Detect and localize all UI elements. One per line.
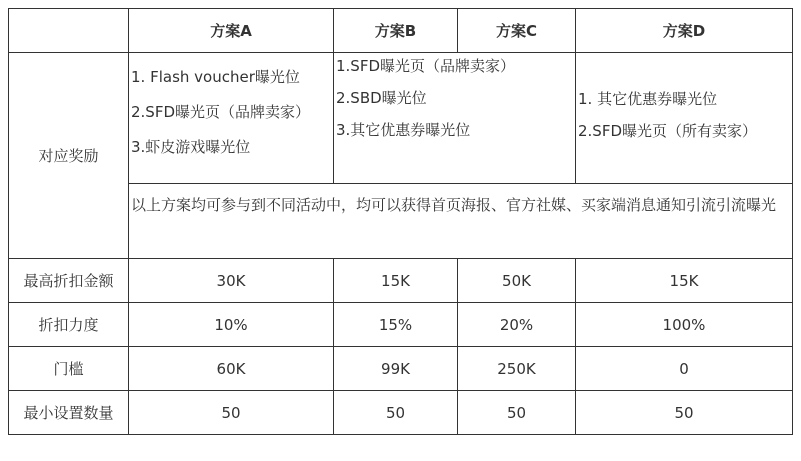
threshold-plan-d: 0 [576, 347, 793, 391]
max-discount-label: 最高折扣金额 [9, 259, 129, 303]
reward-item: 3.其它优惠券曝光位 [336, 121, 471, 139]
rewards-plan-d-list [576, 83, 792, 153]
header-plan-a: 方案A [129, 9, 334, 53]
max-discount-plan-b: 15K [334, 259, 458, 303]
rewards-plan-d-cell [576, 53, 793, 184]
min-quantity-plan-a: 50 [129, 391, 334, 435]
max-discount-plan-d: 15K [576, 259, 793, 303]
threshold-plan-c: 250K [458, 347, 576, 391]
header-corner-cell [9, 9, 129, 53]
discount-rate-label: 折扣力度 [9, 303, 129, 347]
reward-item: 1. Flash voucher曝光位 [131, 68, 300, 86]
threshold-row [9, 347, 793, 391]
reward-item: 1. 其它优惠券曝光位 [578, 90, 718, 108]
reward-item: 2.SFD曝光页（所有卖家） [578, 122, 758, 140]
rewards-plan-bc-list [334, 53, 575, 152]
discount-rate-row [9, 303, 793, 347]
max-discount-plan-a: 30K [129, 259, 334, 303]
discount-rate-plan-d: 100% [576, 303, 793, 347]
threshold-plan-b: 99K [334, 347, 458, 391]
discount-rate-plan-a: 10% [129, 303, 334, 347]
reward-item: 2.SFD曝光页（品牌卖家） [131, 103, 311, 121]
reward-item: 1.SFD曝光页（品牌卖家） [336, 57, 516, 75]
header-row [9, 9, 793, 53]
rewards-plan-bc-cell [334, 53, 576, 184]
rewards-plan-a-cell [129, 53, 334, 184]
min-quantity-plan-b: 50 [334, 391, 458, 435]
min-quantity-row [9, 391, 793, 435]
discount-rate-plan-c: 20% [458, 303, 576, 347]
rewards-row-label: 对应奖励 [9, 53, 129, 259]
header-plan-c: 方案C [458, 9, 576, 53]
rewards-note: 以上方案均可参与到不同活动中，均可以获得首页海报、官方社媒、买家端消息通知引流引流曝光 [129, 184, 793, 259]
max-discount-plan-c: 50K [458, 259, 576, 303]
discount-rate-plan-b: 15% [334, 303, 458, 347]
threshold-label: 门槛 [9, 347, 129, 391]
header-plan-b: 方案B [334, 9, 458, 53]
max-discount-row [9, 259, 793, 303]
threshold-plan-a: 60K [129, 347, 334, 391]
reward-item: 3.虾皮游戏曝光位 [131, 138, 251, 156]
header-plan-d: 方案D [576, 9, 793, 53]
reward-item: 2.SBD曝光位 [336, 89, 427, 107]
plan-comparison-table [8, 8, 793, 435]
rewards-row [9, 53, 793, 184]
rewards-plan-a-list [129, 53, 333, 172]
min-quantity-plan-d: 50 [576, 391, 793, 435]
min-quantity-label: 最小设置数量 [9, 391, 129, 435]
min-quantity-plan-c: 50 [458, 391, 576, 435]
